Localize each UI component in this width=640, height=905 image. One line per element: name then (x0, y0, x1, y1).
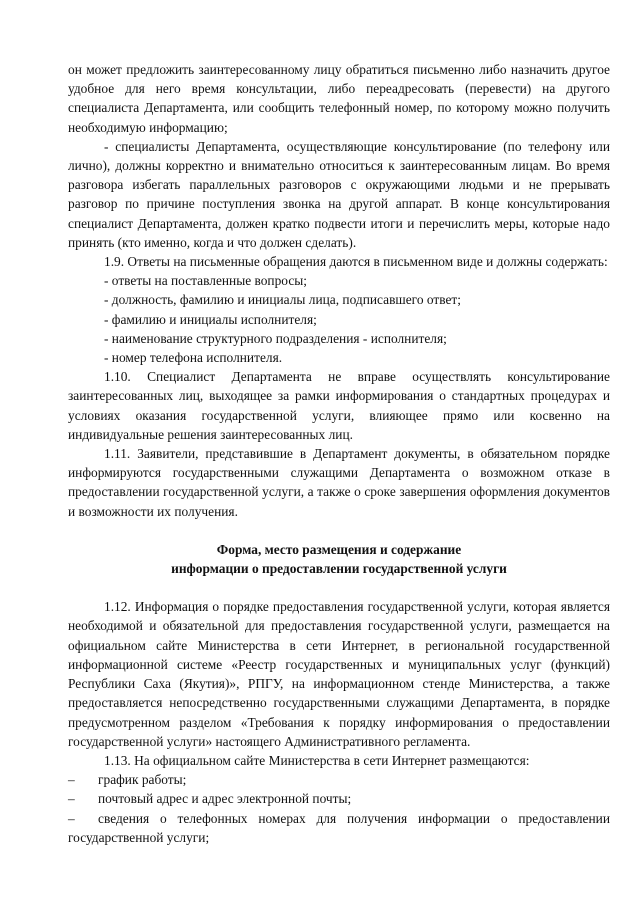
list-item-text: график работы; (98, 772, 187, 788)
section-heading-line-2: информации о предоставлении государственной услуги (171, 561, 507, 577)
paragraph-1-13: 1.13. На официальном сайте Министерства в сети Интернет размещаются: (104, 752, 530, 768)
paragraph-1-10: 1.10. Специалист Департамента не вправе осуществлять консультирование заинтересованных лиц, выходящее за рамки информирования о стандартных процедурах и условиях оказания государственной услуги, влияющее прямо или косвенно на индивидуальные решения заинтересованных лиц. (68, 369, 610, 442)
list-item-text: сведения о телефонных номерах для получения информации о предоставлении государственной услуги; (68, 810, 610, 845)
section-heading-line-1: Форма, место размещения и содержание (216, 541, 462, 557)
list-item (68, 789, 610, 808)
paragraph-specialist-conduct: - специалисты Департамента, осуществляющие консультирование (по телефону или лично), должны корректно и внимательно относиться к заинтересованным лицам. Во время разговора избегать параллельных разговоров с окружающими людьми и не прерывать разговор по причине поступления звонка на другой аппарат. В конце консультирования специалист Департамента, должен кратко подвести итоги и перечислить меры, которые надо принять (кто именно, когда и что должен сделать). (68, 138, 610, 250)
dash-marker: – (68, 810, 75, 826)
list-item-text: почтовый адрес и адрес электронной почты; (98, 791, 352, 807)
paragraph-1-9: 1.9. Ответы на письменные обращения даются в письменном виде и должны содержать: (104, 254, 608, 270)
paragraph-1-11: 1.11. Заявители, представившие в Департамент документы, в обязательном порядке информируются государственными служащими Департамента о возможном отказе в предоставлении государственной услуги, а также о сроке завершения оформления документов и возможности их получения. (68, 446, 610, 519)
dash-marker: – (68, 772, 75, 788)
list-item: - наименование структурного подразделения - исполнителя; (104, 330, 447, 346)
list-item: - фамилию и инициалы исполнителя; (104, 311, 317, 327)
list-item: - ответы на поставленные вопросы; (104, 273, 307, 289)
list-item (68, 770, 610, 789)
list-item: - должность, фамилию и инициалы лица, подписавшего ответ; (104, 292, 461, 308)
paragraph-consultation-options: он может предложить заинтересованному лицу обратиться письменно либо назначить другое удобное для него время консультации, либо переадресовать (перевести) на другого специалиста Департамента, или сообщить телефонный номер, по которому можно получить необходимую информацию; (68, 62, 610, 135)
paragraph-1-12: 1.12. Информация о порядке предоставления государственной услуги, которая является необходимой и обязательной для предоставления государственной услуги, размещается на официальном сайте Министерства в сети Интернет, в региональной государственной информационной системе «Реестр государственных и муниципальных услуг (функций) Республики Саха (Якутия)», РПГУ, на информационном стенде Министерства, а также предоставляется непосредственно государственными служащими Департамента, в порядке предусмотренном разделом «Требования к порядку информирования о предоставлении государственной услуги» настоящего Административного регламента. (68, 599, 610, 749)
list-item: - номер телефона исполнителя. (104, 350, 283, 366)
dash-marker: – (68, 791, 75, 807)
document-page (68, 60, 610, 847)
list-item (68, 809, 610, 847)
